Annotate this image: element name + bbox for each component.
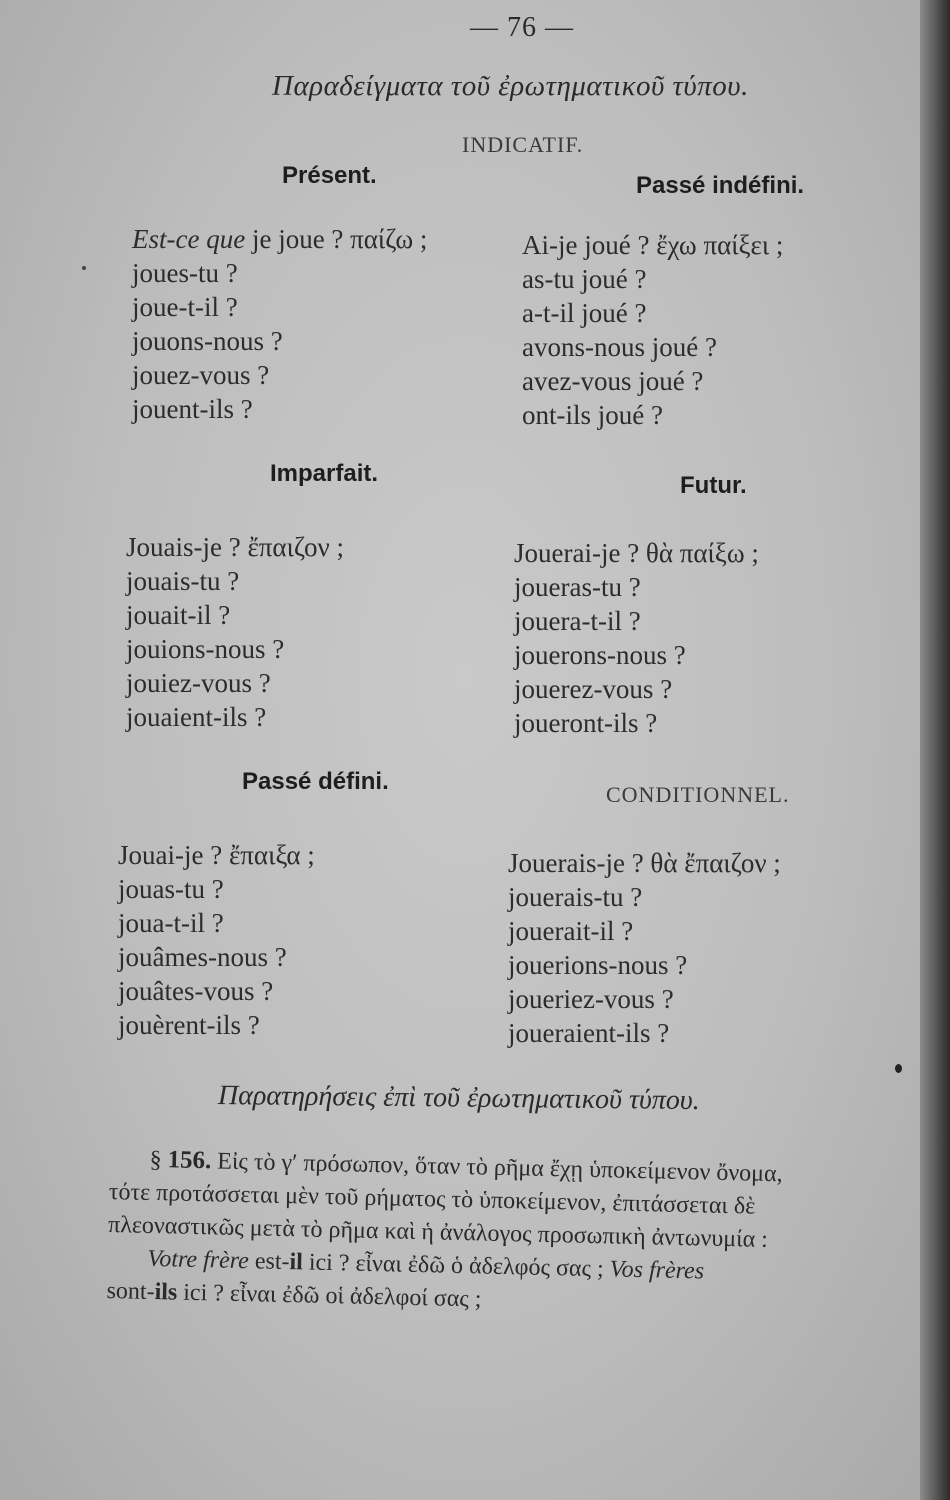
conditionnel-form: joueraient-ils ? xyxy=(508,1018,670,1048)
passe-defini-form: jouèrent-ils ? xyxy=(118,1010,260,1040)
imparfait-conjugation xyxy=(126,530,344,734)
passe-defini-conjugation xyxy=(118,838,315,1042)
present-conjugation xyxy=(132,222,427,426)
observations-title: Παρατηρήσεις ἐπὶ τοῦ ἐρωτηματικοῦ τύπου. xyxy=(217,1080,700,1117)
passe-indefini-form: avons-nous joué ? xyxy=(522,332,717,362)
example-subject-plural: Vos frères xyxy=(609,1256,705,1285)
section-number: 156. xyxy=(167,1146,212,1175)
futur-form: jouerons-nous ? xyxy=(514,640,686,670)
ink-speck xyxy=(82,266,86,270)
paragraph-text: Εἰς τὸ γ′ πρόσωπον, ὅταν τὸ ρῆμα ἔχῃ ὑποκείμενον ὄνομα, xyxy=(217,1148,783,1188)
tense-heading-passe-indefini: Passé indéfini. xyxy=(636,172,805,199)
page-title: Παραδείγματα τοῦ ἐρωτηματικοῦ τύπου. xyxy=(272,70,749,102)
passe-defini-form: jouâtes-vous ? xyxy=(118,976,274,1006)
page-edge-shadow xyxy=(920,0,950,1500)
tense-heading-passe-defini: Passé défini. xyxy=(242,768,389,795)
section-156-paragraph xyxy=(106,1142,890,1326)
imparfait-form: Jouais-je ? ἔπαιζον ; xyxy=(126,532,344,562)
imparfait-form: jouaient-ils ? xyxy=(126,702,267,732)
futur-conjugation xyxy=(514,536,759,740)
passe-indefini-form: a-t-il joué ? xyxy=(522,298,647,328)
present-form: joue-t-il ? xyxy=(132,292,238,322)
ink-speck xyxy=(895,1064,902,1073)
tense-heading-present: Présent. xyxy=(282,162,377,189)
tense-heading-imparfait: Imparfait. xyxy=(270,460,379,487)
imparfait-form: jouiez-vous ? xyxy=(126,668,271,698)
passe-indefini-form: ont-ils joué ? xyxy=(522,400,663,430)
example-rest-plural: ici ? εἶναι ἐδῶ οἱ ἀδελφοί σας ; xyxy=(176,1279,482,1313)
futur-form: Jouerai-je ? θὰ παίξω ; xyxy=(514,538,759,568)
example-pronoun-plural: ils xyxy=(154,1279,178,1306)
conditionnel-form: joueriez-vous ? xyxy=(508,984,674,1014)
passe-indefini-conjugation xyxy=(522,228,783,432)
imparfait-form: jouions-nous ? xyxy=(126,634,285,664)
passe-defini-form: joua-t-il ? xyxy=(118,908,224,938)
passe-defini-form: jouas-tu ? xyxy=(118,874,224,904)
passe-defini-form: jouâmes-nous ? xyxy=(118,942,287,972)
conditionnel-form: jouerions-nous ? xyxy=(508,950,688,980)
present-est-ce-que: Est-ce que xyxy=(132,224,246,254)
paragraph-line-2: τότε προτάσσεται μὲν τοῦ ρήματος τὸ ὑποκείμενον, ἐπιτάσσεται δὲ xyxy=(108,1178,756,1220)
conditionnel-form: jouerais-tu ? xyxy=(508,882,643,912)
example-subject: Votre frère xyxy=(147,1245,250,1275)
section-mark: § xyxy=(149,1146,162,1174)
conditionnel-form: Jouerais-je ? θὰ ἔπαιζον ; xyxy=(508,848,781,878)
present-form: jouent-ils ? xyxy=(132,394,253,424)
present-form-1 xyxy=(132,222,427,256)
imparfait-form: jouais-tu ? xyxy=(126,566,240,596)
futur-form: joueront-ils ? xyxy=(514,708,658,738)
present-form: jouez-vous ? xyxy=(132,360,270,390)
page-number: — 76 — xyxy=(470,12,574,43)
passe-indefini-form: avez-vous joué ? xyxy=(522,366,704,396)
example-rest: ici ? εἶναι ἐδῶ ὁ ἀδελφός σας ; xyxy=(302,1249,604,1283)
mood-heading-indicatif: INDICATIF. xyxy=(462,132,584,157)
present-form: jouons-nous ? xyxy=(132,326,283,356)
mood-heading-conditionnel: CONDITIONNEL. xyxy=(606,782,790,807)
tense-heading-futur: Futur. xyxy=(680,472,747,499)
passe-defini-form: Jouai-je ? ἔπαιξα ; xyxy=(118,840,315,870)
present-form: joues-tu ? xyxy=(132,258,238,288)
example-pronoun: il xyxy=(289,1249,304,1276)
futur-form: jouera-t-il ? xyxy=(514,606,641,636)
futur-form: joueras-tu ? xyxy=(514,572,641,602)
conditionnel-form: jouerait-il ? xyxy=(508,916,634,946)
paragraph-line-3: πλεοναστικῶς μετὰ τὸ ρῆμα καὶ ἡ ἀνάλογος προσωπικὴ ἀντωνυμία : xyxy=(107,1211,769,1253)
futur-form: jouerez-vous ? xyxy=(514,674,673,704)
example-verb: est- xyxy=(248,1248,290,1276)
passe-indefini-form: as-tu joué ? xyxy=(522,264,647,294)
imparfait-form: jouait-il ? xyxy=(126,600,231,630)
present-first-rest: je joue ? παίζω ; xyxy=(245,224,428,254)
passe-indefini-form: Ai-je joué ? ἔχω παίξει ; xyxy=(522,230,784,260)
conditionnel-conjugation xyxy=(508,846,781,1050)
example-verb-plural: sont- xyxy=(106,1277,155,1306)
